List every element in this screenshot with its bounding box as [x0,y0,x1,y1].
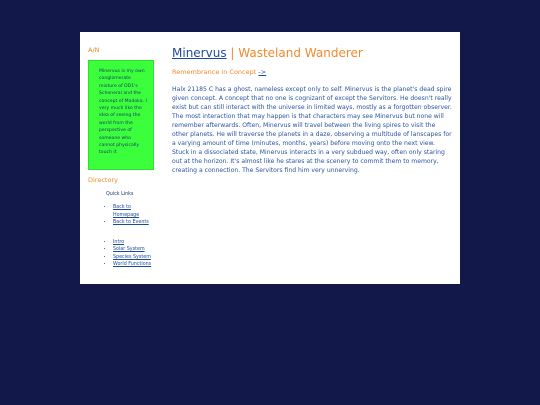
author-note-heading: A/N [88,46,100,54]
list-item [113,219,158,227]
directory-heading: Directory [88,176,118,184]
main-content [172,46,452,175]
subtitle-text: Remembrance in Concept [172,68,257,76]
section-subtitle [172,68,452,76]
list-item [113,239,158,247]
quick-links-label: Quick Links [106,192,134,197]
subtitle-arrow-link[interactable]: -> [258,68,267,76]
list-item [113,261,158,269]
world-functions-link[interactable]: World Functions [113,262,152,267]
back-to-events-link[interactable]: Back to Events [113,220,149,225]
back-to-homepage-link[interactable]: Back to Homepage [113,205,140,218]
intro-link[interactable]: Intro [113,239,125,245]
page-title [172,46,452,60]
quick-links-list [88,204,158,227]
solar-system-link[interactable]: Solar System [113,247,145,252]
author-note-box: Minervus is my own conglomerate mixture of DD1's Scheneral and the concept of Madoka. I very much like the idea of seeing the world from the perspective of someone who cannot physically touch it [88,60,154,170]
world-links-list [88,239,158,269]
title-subtext: Wasteland Wanderer [238,46,363,60]
sidebar [88,46,158,281]
title-separator: | [226,46,239,60]
list-item [113,254,158,262]
list-item [113,246,158,254]
species-system-link[interactable]: Species System [113,254,151,260]
list-item [113,204,158,219]
title-link[interactable]: Minervus [172,46,227,60]
content-card [80,32,460,284]
body-paragraph: Halx 21185 C has a ghost, nameless except only to self. Minervus is the planet's dead spire given concept. A concept that no one is cognizant of except the Servitors. He doesn't really exist but can still interact with the universe in limited ways, mostly as a forgotten observer. The most interaction that may happen is that characters may see Minervus but none will remember afterwards. Often, Minervus will travel between the living spires to visit the other planets. He will traverse the planets in a daze, observing a multitude of lanscapes for a varying amount of time (minutes, months, years) before moving onto the next view. Stuck in a dissociated state, Minervus interacts in a very subdued way, often only staring out at the horizon. It's almost like he stares at the scenery to commit them to memory, creating a connection. The Servitors find him very unnerving. [172,86,452,174]
